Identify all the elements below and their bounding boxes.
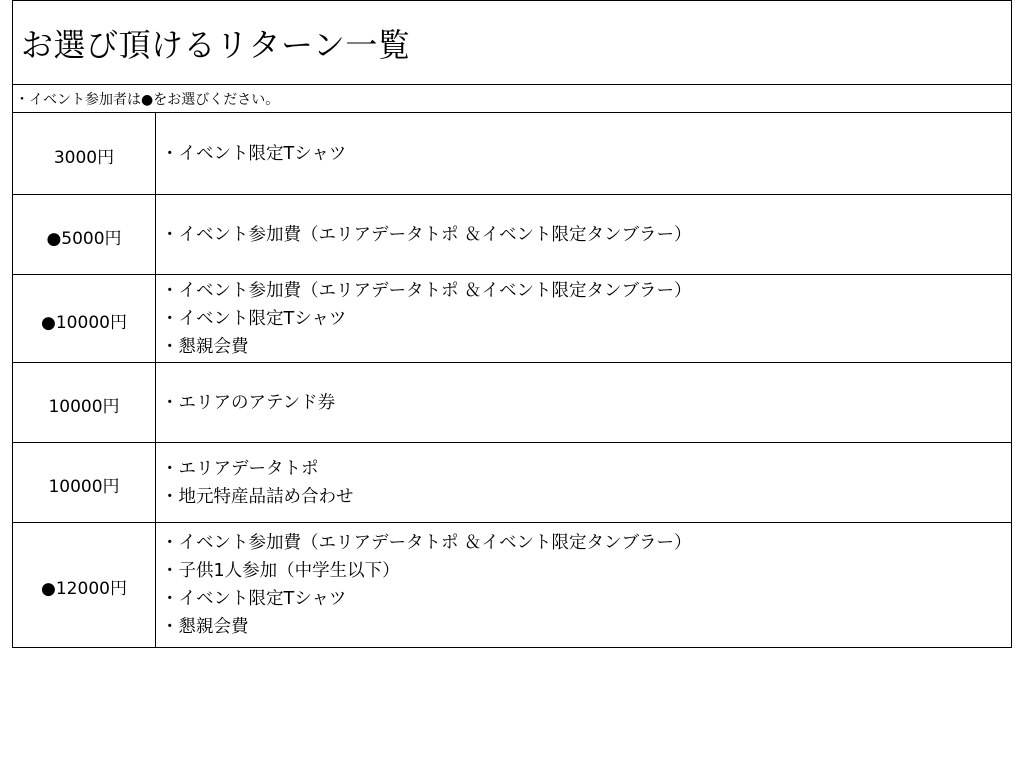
- tier-item: ・イベント参加費（エリアデータトポ ＆イベント限定タンブラー）: [161, 533, 692, 553]
- tier-price: 3000円: [13, 113, 156, 194]
- tier-items: [156, 523, 1011, 647]
- tier-item: ・イベント限定Tシャツ: [161, 589, 347, 609]
- tier-item: ・イベント限定Tシャツ: [161, 308, 347, 329]
- tier-items: [156, 195, 1011, 274]
- tier-item: ・子供1人参加（中学生以下）: [161, 561, 400, 581]
- tier-items: [156, 275, 1011, 362]
- page-title: お選び頂けるリターン一覧: [13, 1, 1011, 85]
- tier-items: [156, 113, 1011, 194]
- return-list-table: [12, 0, 1012, 648]
- tier-price: ●10000円: [13, 275, 156, 362]
- tier-price: 10000円: [13, 443, 156, 522]
- selection-note: ・イベント参加者は●をお選びください。: [13, 85, 1011, 113]
- tier-row: [13, 443, 1011, 523]
- tier-price: ●5000円: [13, 195, 156, 274]
- tier-item: ・イベント参加費（エリアデータトポ ＆イベント限定タンブラー）: [161, 280, 692, 301]
- tier-row: [13, 113, 1011, 195]
- tier-items: [156, 363, 1011, 442]
- tier-item: ・懇親会費: [161, 617, 249, 637]
- tier-row: [13, 275, 1011, 363]
- tier-item: ・エリアのアテンド券: [161, 392, 336, 413]
- tier-row: [13, 195, 1011, 275]
- tier-item: ・地元特産品詰め合わせ: [161, 486, 354, 507]
- tier-item: ・懇親会費: [161, 336, 249, 357]
- tier-item: ・エリアデータトポ: [161, 458, 319, 479]
- tier-row: [13, 363, 1011, 443]
- tier-item: ・イベント参加費（エリアデータトポ ＆イベント限定タンブラー）: [161, 224, 692, 245]
- tier-price: ●12000円: [13, 523, 156, 647]
- tier-items: [156, 443, 1011, 522]
- tier-row: [13, 523, 1011, 647]
- tier-item: ・イベント限定Tシャツ: [161, 143, 347, 164]
- tier-price: 10000円: [13, 363, 156, 442]
